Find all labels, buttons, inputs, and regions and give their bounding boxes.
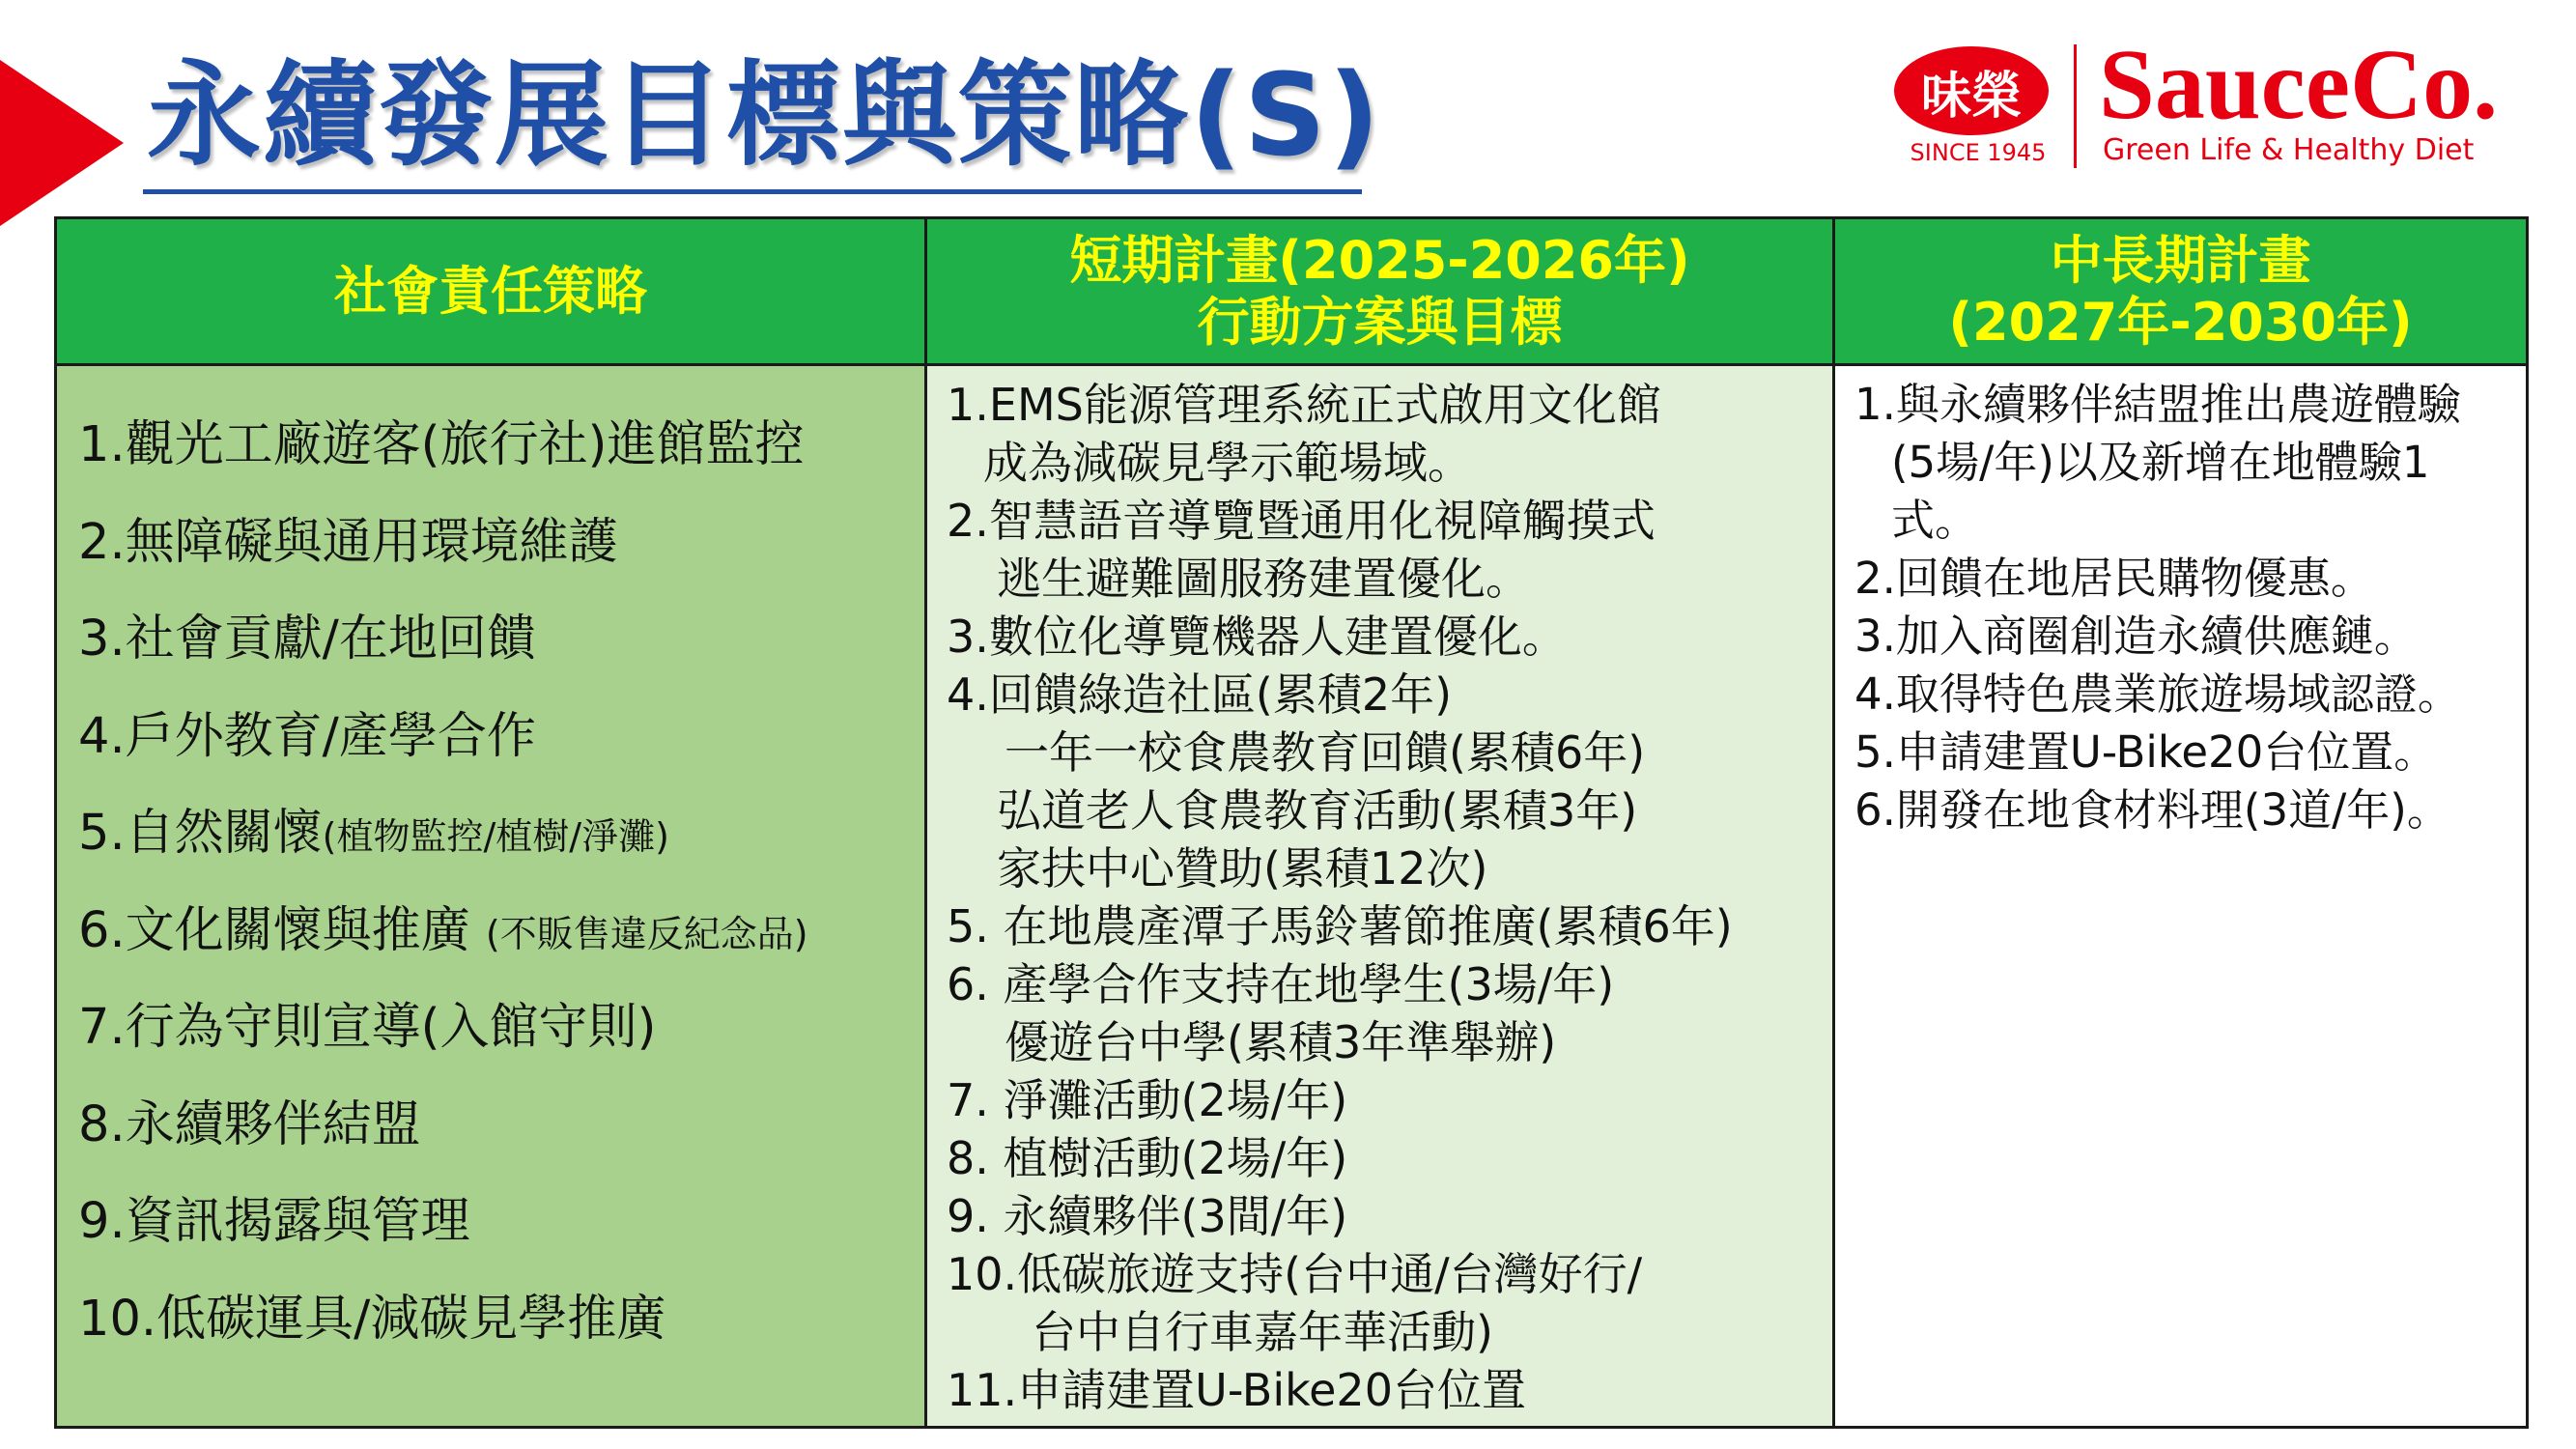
strategy-item: 4.戶外教育/產學合作 xyxy=(78,707,536,765)
short-term-line: 7. 淨灘活動(2場/年) xyxy=(947,1074,1348,1126)
strategy-column xyxy=(57,366,924,1426)
logo-tagline: Green Life & Healthy Diet xyxy=(2103,133,2475,167)
header-short-term-line-2: 行動方案與目標 xyxy=(1197,291,1563,353)
column-divider xyxy=(1832,219,1835,1426)
short-term-line: 10.低碳旅遊支持(台中通/台灣好行/ xyxy=(947,1248,1643,1300)
red-arrow-marker xyxy=(0,60,124,226)
strategy-item: 5.自然關懷(植物監控/植樹/淨灘) xyxy=(78,805,669,862)
long-term-line: 3.加入商圈創造永續供應鏈。 xyxy=(1854,611,2418,662)
long-term-line: 1.與永續夥伴結盟推出農遊體驗 xyxy=(1854,379,2461,430)
strategy-item: 10.低碳運具/減碳見學推廣 xyxy=(78,1290,666,1348)
column-divider xyxy=(924,219,927,1426)
company-logo xyxy=(1888,29,2545,174)
long-term-line: (5場/年)以及新增在地體驗1 xyxy=(1891,437,2430,488)
strategy-item: 2.無障礙與通用環境維護 xyxy=(78,513,618,571)
strategy-item: 9.資訊揭露與管理 xyxy=(78,1193,470,1250)
short-term-line: 8. 植樹活動(2場/年) xyxy=(947,1132,1348,1184)
strategy-item: 7.行為守則宣導(入館守則) xyxy=(78,999,657,1056)
header-strategy xyxy=(57,219,924,366)
title-underline xyxy=(143,189,1362,194)
long-term-column xyxy=(1835,366,2526,1426)
header-long-term xyxy=(1835,219,2526,366)
logo-brand: SauceCo. xyxy=(2099,29,2499,140)
long-term-line: 5.申請建置U-Bike20台位置。 xyxy=(1854,726,2438,778)
short-term-line: 4.回饋綠造社區(累積2年) xyxy=(947,668,1453,721)
header-short-term xyxy=(927,219,1832,366)
long-term-line: 4.取得特色農業旅遊場域認證。 xyxy=(1854,668,2461,720)
logo-divider xyxy=(2074,44,2077,168)
short-term-line: 優遊台中學(累積3年準舉辦) xyxy=(1005,1016,1557,1068)
short-term-line: 3.數位化導覽機器人建置優化。 xyxy=(947,611,1567,663)
short-term-line: 成為減碳見學示範場域。 xyxy=(983,437,1472,489)
short-term-line: 6. 產學合作支持在地學生(3場/年) xyxy=(947,958,1615,1010)
logo-emblem: 味榮 xyxy=(1894,46,2049,135)
short-term-line: 弘道老人食農教育活動(累積3年) xyxy=(997,784,1638,837)
logo-since: SINCE 1945 xyxy=(1910,139,2047,166)
page-title: 永續發展目標與策略(S) xyxy=(147,48,1382,182)
strategy-item: 1.觀光工廠遊客(旅行社)進館監控 xyxy=(78,416,805,473)
short-term-line: 家扶中心贊助(累積12次) xyxy=(997,842,1488,895)
header-strategy-line: 社會責任策略 xyxy=(334,260,647,322)
strategy-note: (植物監控/植樹/淨灘) xyxy=(322,815,669,858)
short-term-line: 5. 在地農產潭子馬鈴薯節推廣(累積6年) xyxy=(947,900,1733,952)
header-long-term-line-2: (2027年-2030年) xyxy=(1948,291,2413,353)
strategy-note: (不販售違反紀念品) xyxy=(485,912,808,955)
strategy-item: 3.社會貢獻/在地回饋 xyxy=(78,611,536,668)
header-short-term-line-1: 短期計畫(2025-2026年) xyxy=(1069,229,1690,291)
long-term-line: 6.開發在地食材料理(3道/年)。 xyxy=(1854,784,2450,836)
short-term-line: 9. 永續夥伴(3間/年) xyxy=(947,1190,1348,1242)
strategy-table xyxy=(54,216,2529,1429)
strategy-item: 6.文化關懷與推廣 (不販售違反紀念品) xyxy=(78,901,808,959)
short-term-line: 逃生避難圖服務建置優化。 xyxy=(997,553,1530,605)
short-term-line: 一年一校食農教育回饋(累積6年) xyxy=(1005,726,1646,779)
short-term-line: 台中自行車嘉年華活動) xyxy=(1032,1306,1493,1358)
short-term-line: 1.EMS能源管理系統正式啟用文化館 xyxy=(947,379,1661,431)
strategy-item: 8.永續夥伴結盟 xyxy=(78,1095,421,1153)
short-term-line: 11.申請建置U-Bike20台位置 xyxy=(947,1364,1526,1416)
long-term-line: 式。 xyxy=(1891,495,1979,546)
long-term-line: 2.回饋在地居民購物優惠。 xyxy=(1854,553,2374,604)
short-term-line: 2.智慧語音導覽暨通用化視障觸摸式 xyxy=(947,495,1656,547)
short-term-column xyxy=(927,366,1832,1426)
header-long-term-line-1: 中長期計畫 xyxy=(2050,229,2311,291)
